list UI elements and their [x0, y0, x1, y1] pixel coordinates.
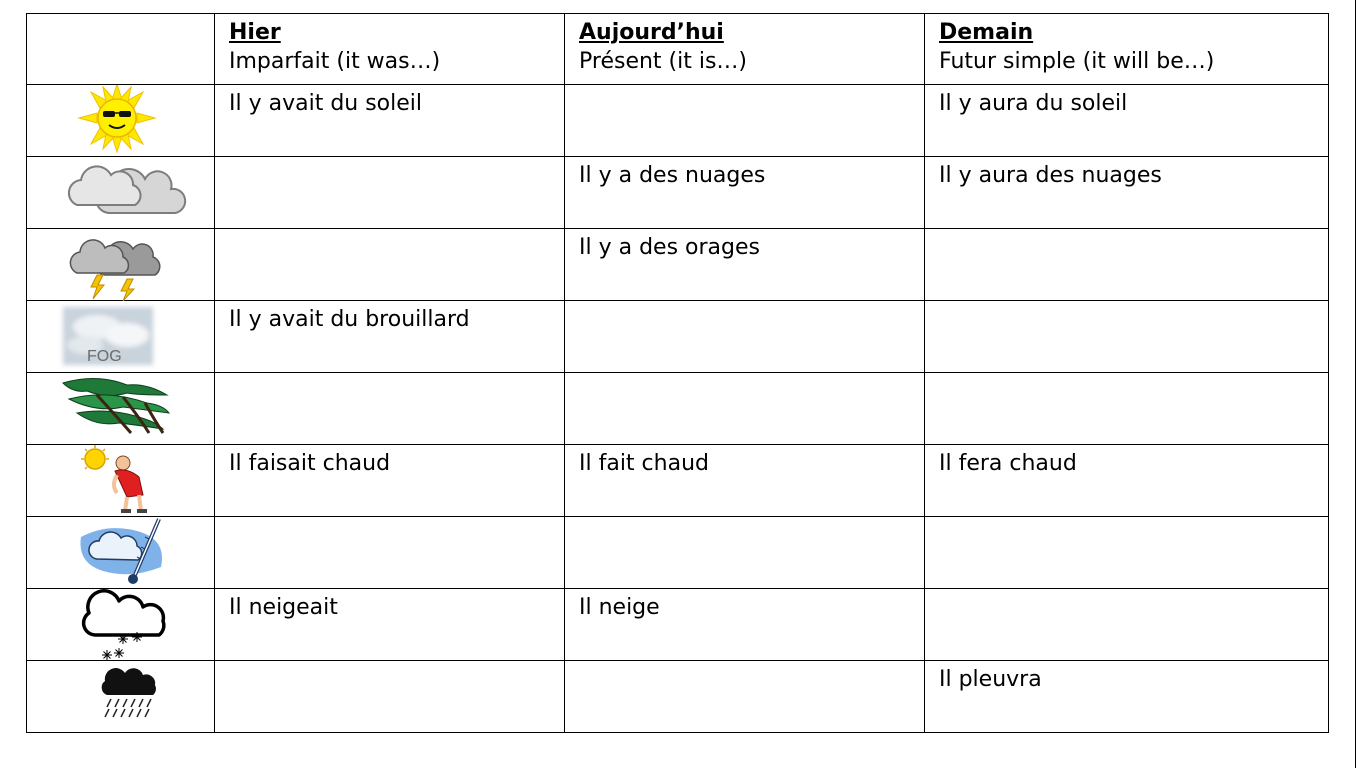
icon-cell	[27, 373, 215, 445]
table-row	[27, 373, 1329, 445]
icon-cell	[27, 85, 215, 157]
cell-demain	[925, 229, 1329, 301]
sun-icon	[27, 85, 215, 157]
column-subtitle: Futur simple (it will be…)	[939, 49, 1215, 74]
cell-hier: Il y avait du brouillard	[215, 301, 565, 373]
cold-icon	[27, 517, 215, 589]
table-row	[27, 85, 1329, 157]
storm-icon	[27, 229, 215, 301]
cell-aujourdhui: Il y a des nuages	[565, 157, 925, 229]
table-row	[27, 517, 1329, 589]
cell-demain	[925, 517, 1329, 589]
table-row	[27, 661, 1329, 733]
table-row	[27, 157, 1329, 229]
cell-demain	[925, 589, 1329, 661]
cloud-icon	[27, 157, 215, 229]
page-edge-rule	[1355, 0, 1356, 768]
table-row	[27, 301, 1329, 373]
svg-text:FOG: FOG	[87, 348, 122, 365]
column-subtitle: Présent (it is…)	[579, 49, 748, 74]
wind-icon	[27, 373, 215, 445]
cell-hier: Il y avait du soleil	[215, 85, 565, 157]
header-hier	[215, 14, 565, 85]
cell-aujourdhui	[565, 517, 925, 589]
icon-cell	[27, 157, 215, 229]
column-title: Demain	[939, 20, 1034, 45]
cell-demain: Il pleuvra	[925, 661, 1329, 733]
cell-demain: Il y aura des nuages	[925, 157, 1329, 229]
rain-icon	[27, 661, 215, 733]
header-icon-cell	[27, 14, 215, 85]
cell-aujourdhui: Il fait chaud	[565, 445, 925, 517]
header-aujourdhui	[565, 14, 925, 85]
icon-cell	[27, 301, 215, 373]
cell-aujourdhui	[565, 373, 925, 445]
weather-vocabulary-table	[26, 13, 1329, 733]
cell-hier: Il neigeait	[215, 589, 565, 661]
cell-hier	[215, 373, 565, 445]
cell-aujourdhui: Il y a des orages	[565, 229, 925, 301]
header-row	[27, 14, 1329, 85]
cell-aujourdhui	[565, 661, 925, 733]
icon-cell	[27, 517, 215, 589]
icon-cell	[27, 589, 215, 661]
cell-hier	[215, 517, 565, 589]
cell-hier: Il faisait chaud	[215, 445, 565, 517]
cell-demain	[925, 301, 1329, 373]
hot-icon	[27, 445, 215, 517]
icon-cell	[27, 445, 215, 517]
cell-aujourdhui: Il neige	[565, 589, 925, 661]
table-row	[27, 589, 1329, 661]
column-title: Hier	[229, 20, 281, 45]
table-row	[27, 229, 1329, 301]
snow-icon	[27, 589, 215, 661]
cell-hier	[215, 229, 565, 301]
cell-hier	[215, 157, 565, 229]
cell-demain: Il y aura du soleil	[925, 85, 1329, 157]
icon-cell	[27, 661, 215, 733]
cell-hier	[215, 661, 565, 733]
header-demain	[925, 14, 1329, 85]
fog-icon	[27, 301, 215, 373]
cell-aujourdhui	[565, 85, 925, 157]
cell-demain	[925, 373, 1329, 445]
column-title: Aujourd’hui	[579, 20, 724, 45]
icon-cell	[27, 229, 215, 301]
cell-demain: Il fera chaud	[925, 445, 1329, 517]
cell-aujourdhui	[565, 301, 925, 373]
column-subtitle: Imparfait (it was…)	[229, 49, 441, 74]
table-row	[27, 445, 1329, 517]
